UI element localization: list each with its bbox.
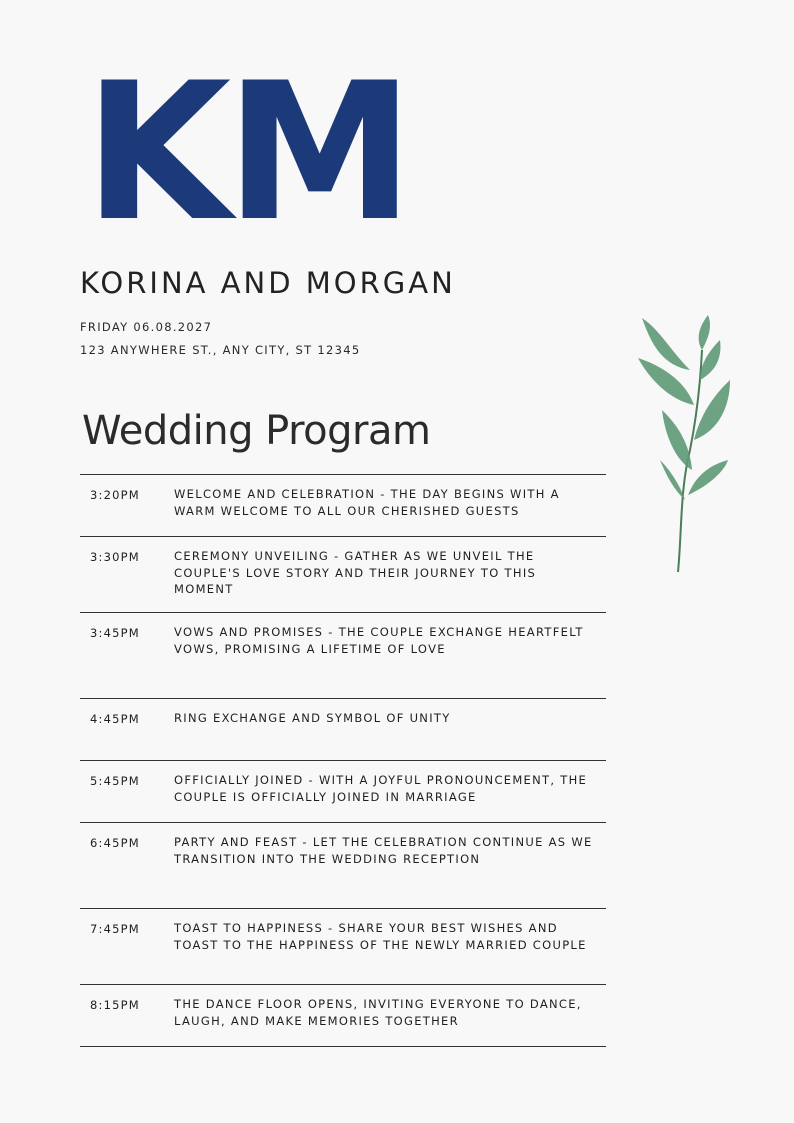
schedule-row — [80, 909, 606, 985]
schedule-time: 4:45PM — [90, 712, 140, 726]
program-title: Wedding Program — [82, 408, 431, 454]
schedule-time: 5:45PM — [90, 774, 140, 788]
monogram: KM — [84, 42, 409, 263]
schedule-time: 6:45PM — [90, 836, 140, 850]
schedule-row — [80, 613, 606, 699]
schedule-time: 3:45PM — [90, 626, 140, 640]
couple-names: KORINA AND MORGAN — [80, 266, 456, 300]
leaf — [688, 460, 728, 495]
schedule-row — [80, 699, 606, 761]
schedule-description: CEREMONY UNVEILING - GATHER AS WE UNVEIL THE COUPLE'S LOVE STORY AND THEIR JOURNEY TO THIS MOMENT — [174, 549, 537, 596]
program-schedule — [80, 474, 606, 1047]
schedule-time: 3:20PM — [90, 488, 140, 502]
schedule-description: VOWS AND PROMISES - THE COUPLE EXCHANGE HEARTFELT VOWS, PROMISING A LIFETIME OF LOVE — [174, 625, 584, 656]
event-address: 123 ANYWHERE ST., ANY CITY, ST 12345 — [80, 343, 361, 357]
schedule-row — [80, 761, 606, 823]
schedule-time: 8:15PM — [90, 998, 140, 1012]
schedule-description: OFFICIALLY JOINED - WITH A JOYFUL PRONOUNCEMENT, THE COUPLE IS OFFICIALLY JOINED IN MARRIAGE — [174, 773, 588, 804]
leaf-branch-icon — [630, 310, 740, 580]
schedule-time: 3:30PM — [90, 550, 140, 564]
event-date: FRIDAY 06.08.2027 — [80, 320, 213, 334]
leaf — [699, 315, 710, 350]
schedule-description: PARTY AND FEAST - LET THE CELEBRATION CONTINUE AS WE TRANSITION INTO THE WEDDING RECEPTION — [174, 835, 593, 866]
schedule-time: 7:45PM — [90, 922, 140, 936]
schedule-row — [80, 985, 606, 1047]
schedule-description: RING EXCHANGE AND SYMBOL OF UNITY — [174, 711, 451, 725]
schedule-description: THE DANCE FLOOR OPENS, INVITING EVERYONE TO DANCE, LAUGH, AND MAKE MEMORIES TOGETHER — [174, 997, 582, 1028]
leaf — [638, 358, 694, 405]
schedule-description: TOAST TO HAPPINESS - SHARE YOUR BEST WISHES AND TOAST TO THE HAPPINESS OF THE NEWLY MARRIED COUPLE — [174, 921, 587, 952]
schedule-description: WELCOME AND CELEBRATION - THE DAY BEGINS WITH A WARM WELCOME TO ALL OUR CHERISHED GUESTS — [174, 487, 560, 518]
schedule-row — [80, 475, 606, 537]
leaf — [660, 460, 685, 500]
leaf — [662, 410, 692, 470]
schedule-row — [80, 823, 606, 909]
schedule-row — [80, 537, 606, 613]
